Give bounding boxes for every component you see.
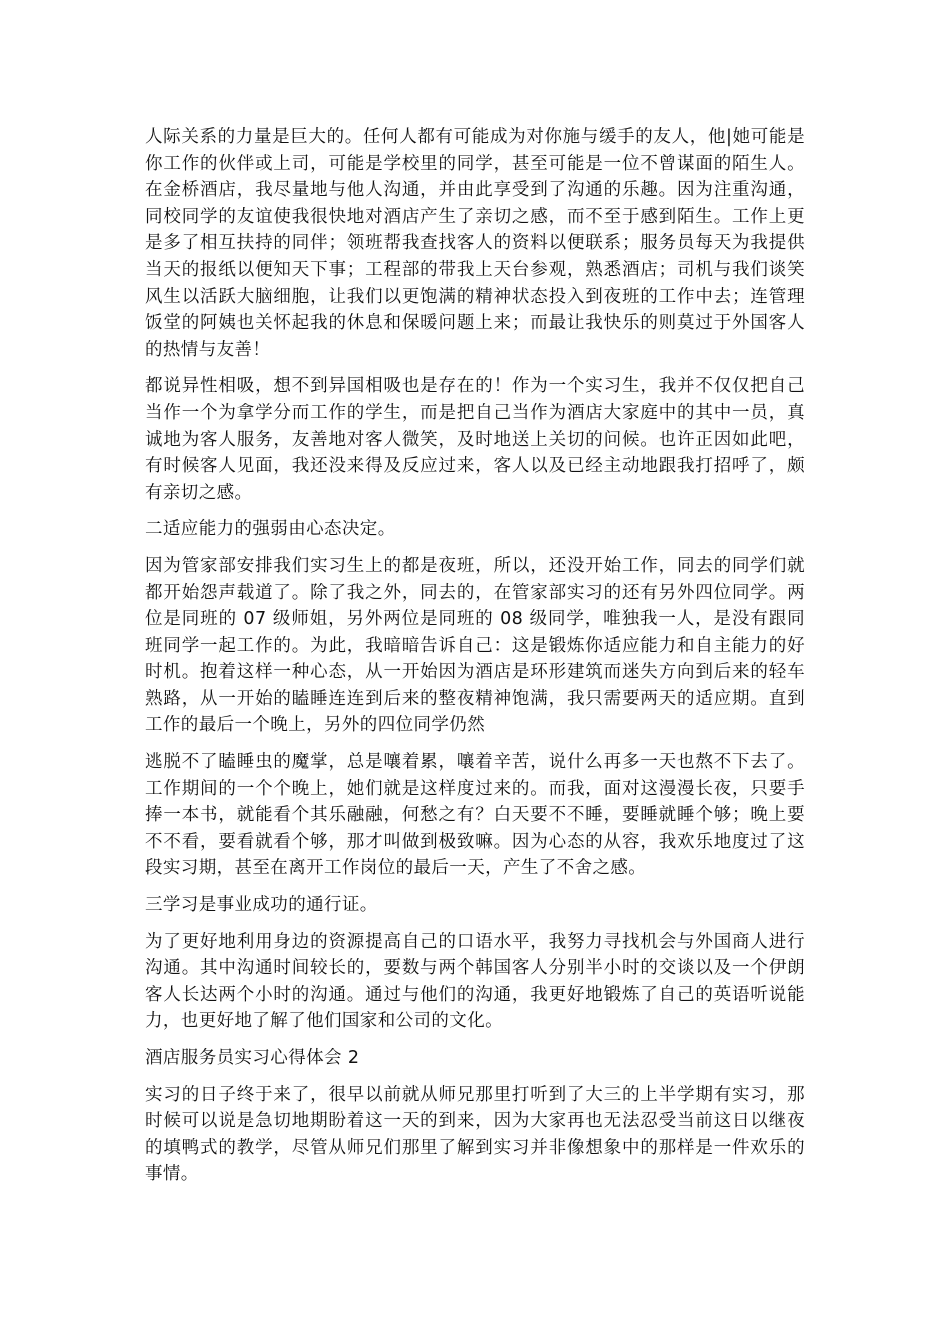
document-body [145, 124, 805, 1198]
paragraph-attraction: 都说异性相吸，想不到异国相吸也是存在的！作为一个实习生，我并不仅仅把自己当作一个为拿学分而工作的学生，而是把自己当作为酒店大家庭中的其中一员，真诚地为客人服务，友善地对客人微笑，及时地送上关切的问候。也许正因如此吧，有时候客人见面，我还没来得及反应过来，客人以及已经主动地跟我打招呼了，颇有亲切之感。 [145, 376, 805, 503]
section-heading-learning: 三学习是事业成功的通行证。 [145, 895, 378, 916]
paragraph-communication: 为了更好地利用身边的资源提高自己的口语水平，我努力寻找机会与外国商人进行沟通。其中沟通时间较长的，要数与两个韩国客人分别半小时的交谈以及一个伊朗客人长达两个小时的沟通。通过与他们的沟通，我更好地锻炼了自己的英语听说能力，也更好地了解了他们国家和公司的文化。 [145, 931, 805, 1032]
section-heading-adaptability: 二适应能力的强弱由心态决定。 [145, 519, 396, 540]
paragraph-mindset: 逃脱不了瞌睡虫的魔掌，总是嚷着累，嚷着辛苦，说什么再多一天也熬不下去了。工作期间的一个个晚上，她们就是这样度过来的。而我，面对这漫漫长夜，只要手捧一本书，就能看个其乐融融，何愁之有？白天要不不睡，要睡就睡个够；晚上要不不看，要看就看个够，那才叫做到极致嘛。因为心态的从容，我欢乐地度过了这段实习期，甚至在离开工作岗位的最后一天，产生了不舍之感。 [145, 752, 805, 879]
document-subtitle: 酒店服务员实习心得体会 2 [145, 1048, 360, 1068]
paragraph-night-shift: 因为管家部安排我们实习生上的都是夜班，所以，还没开始工作，同去的同学们就都开始怨声载道了。除了我之外，同去的，在管家部实习的还有另外四位同学。两位是同班的 07 级师姐，另外两位是同班的 08 级同学，唯独我一人，是没有跟同班同学一起工作的。为此，我暗暗告诉自己：这是锻炼你适应能力和自主能力的好时机。抱着这样一种心态，从一开始因为酒店是环形建筑而迷失方向到后来的轻车熟路，从一开始的瞌睡连连到后来的整夜精神饱满，我只需要两天的适应期。直到工作的最后一个晚上，另外的四位同学仍然 [145, 555, 805, 736]
paragraph-interpersonal: 人际关系的力量是巨大的。任何人都有可能成为对你施与缓手的友人，他|她可能是你工作的伙伴或上司，可能是学校里的同学，甚至可能是一位不曾谋面的陌生人。在金桥酒店，我尽量地与他人沟通，并由此享受到了沟通的乐趣。因为注重沟通，同校同学的友谊使我很快地对酒店产生了亲切之感，而不至于感到陌生。工作上更是多了相互扶持的同伴；领班帮我查找客人的资料以便联系；服务员每天为我提供当天的报纸以便知天下事；工程部的带我上天台参观，熟悉酒店；司机与我们谈笑风生以活跃大脑细胞，让我们以更饱满的精神状态投入到夜班的工作中去；连管理饭堂的阿姨也关怀起我的休息和保暖问题上来；而最让我快乐的则莫过于外国客人的热情与友善！ [145, 127, 805, 360]
paragraph-internship-start: 实习的日子终于来了，很早以前就从师兄那里打听到了大三的上半学期有实习，那时候可以说是急切地期盼着这一天的到来，因为大家再也无法忍受当前这日以继夜的填鸭式的教学，尽管从师兄们那里了解到实习并非像想象中的那样是一件欢乐的事情。 [145, 1084, 805, 1185]
